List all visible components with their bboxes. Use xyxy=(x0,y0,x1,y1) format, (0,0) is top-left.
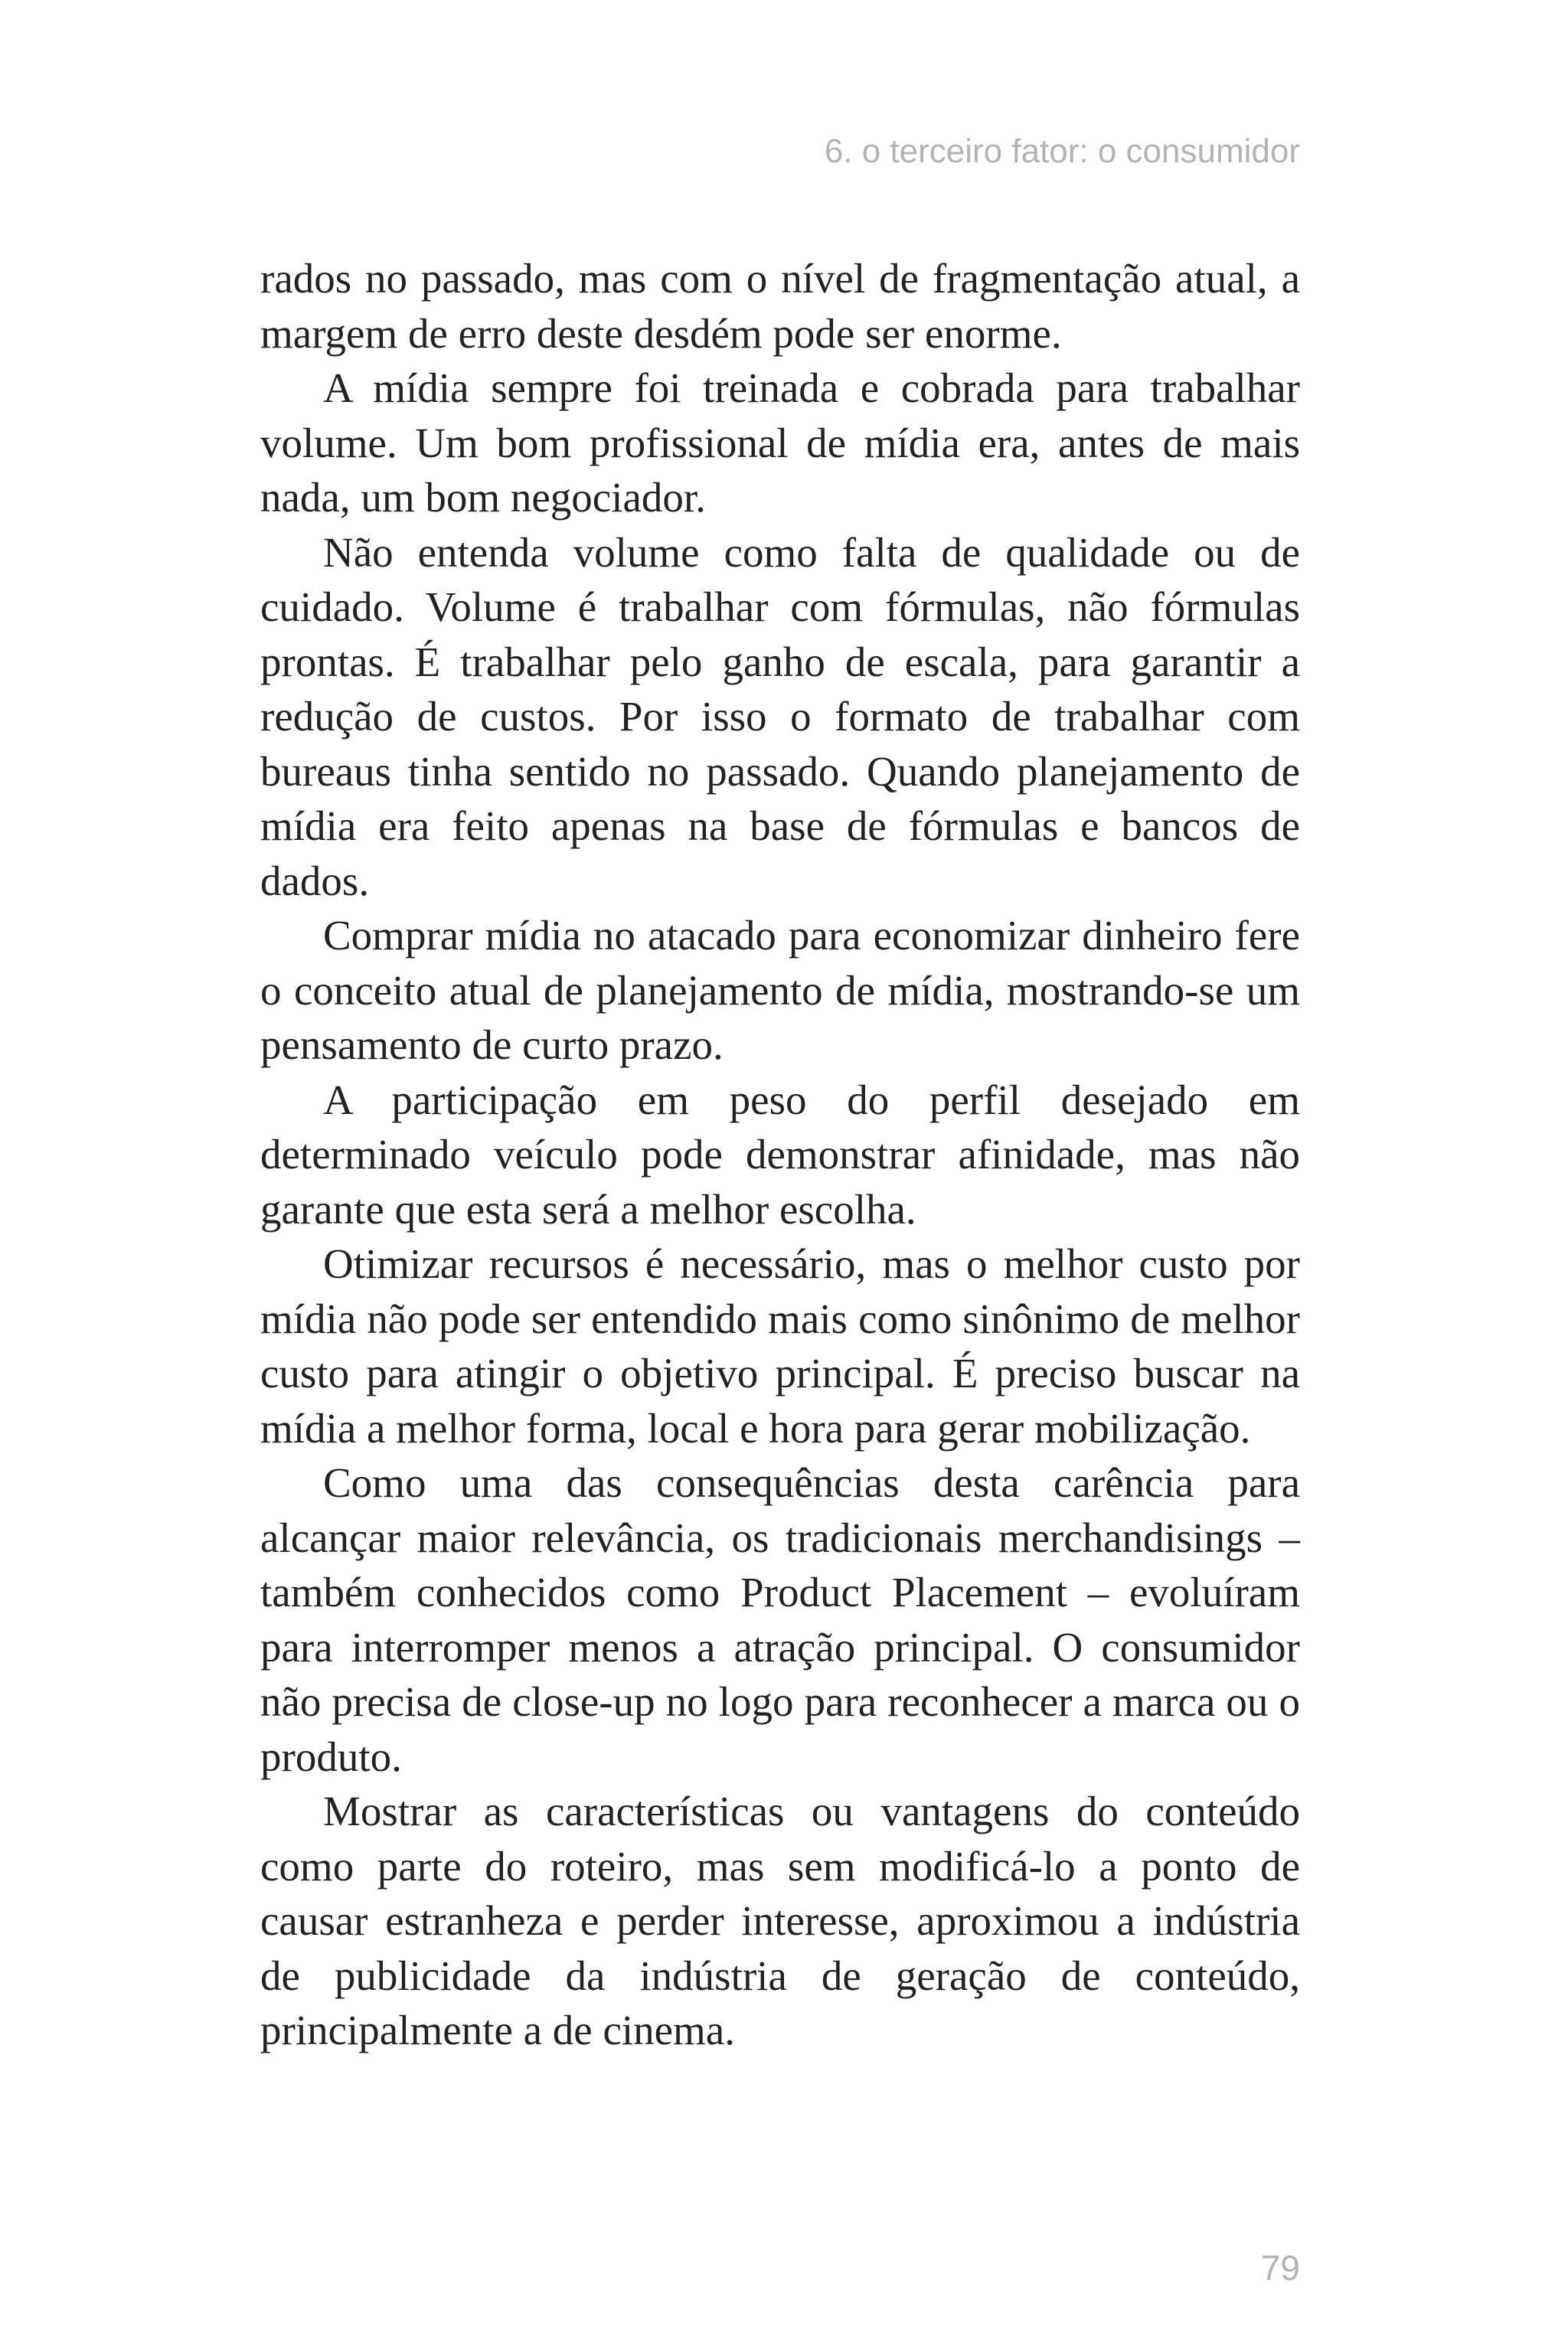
paragraph: A participação em peso do perfil desejado em determinado veículo pode demonstrar afinidade, mas não garante que esta será a melhor escolha. xyxy=(260,1076,1300,1233)
paragraph: Não entenda volume como falta de qualidade ou de cuidado. Volume é trabalhar com fórmulas, não fórmulas prontas. É trabalhar pelo ganho de escala, para garantir a redução de custos. Por isso o formato de trabalhar com bureaus tinha sentido no passado. Quando planejamento de mídia era feito apenas na base de fórmulas e bancos de dados. xyxy=(260,528,1300,904)
paragraph: Mostrar as características ou vantagens do conteúdo como parte do roteiro, mas sem modificá-lo a ponto de causar estranheza e perder interesse, aproximou a indústria de publicidade da indústria de geração de conteúdo, principalmente a de cinema. xyxy=(260,1788,1300,2053)
paragraph-continued: rados no passado, mas com o nível de fragmentação atual, a margem de erro deste desdém pode ser enorme. xyxy=(260,255,1300,357)
paragraph: A mídia sempre foi treinada e cobrada para trabalhar volume. Um bom profissional de mídia era, antes de mais nada, um bom negociador. xyxy=(260,364,1300,521)
paragraph: Como uma das consequências desta carência para alcançar maior relevância, os tradicionais merchandisings – também conhecidos como Product Placement – evoluíram para interromper menos a atração principal. O consumidor não precisa de close-up no logo para reconhecer a marca ou o produto. xyxy=(260,1459,1300,1780)
running-header: 6. o terceiro fator: o consumidor xyxy=(824,132,1300,170)
paragraph: Comprar mídia no atacado para economizar dinheiro fere o conceito atual de planejamento de mídia, mostrando-se um pensamento de curto prazo. xyxy=(260,912,1300,1068)
body-text xyxy=(260,251,1300,2058)
paragraph: Otimizar recursos é necessário, mas o melhor custo por mídia não pode ser entendido mais como sinônimo de melhor custo para atingir o objetivo principal. É preciso buscar na mídia a melhor forma, local e hora para gerar mobilização. xyxy=(260,1240,1300,1452)
page-number: 79 xyxy=(1260,2248,1300,2288)
